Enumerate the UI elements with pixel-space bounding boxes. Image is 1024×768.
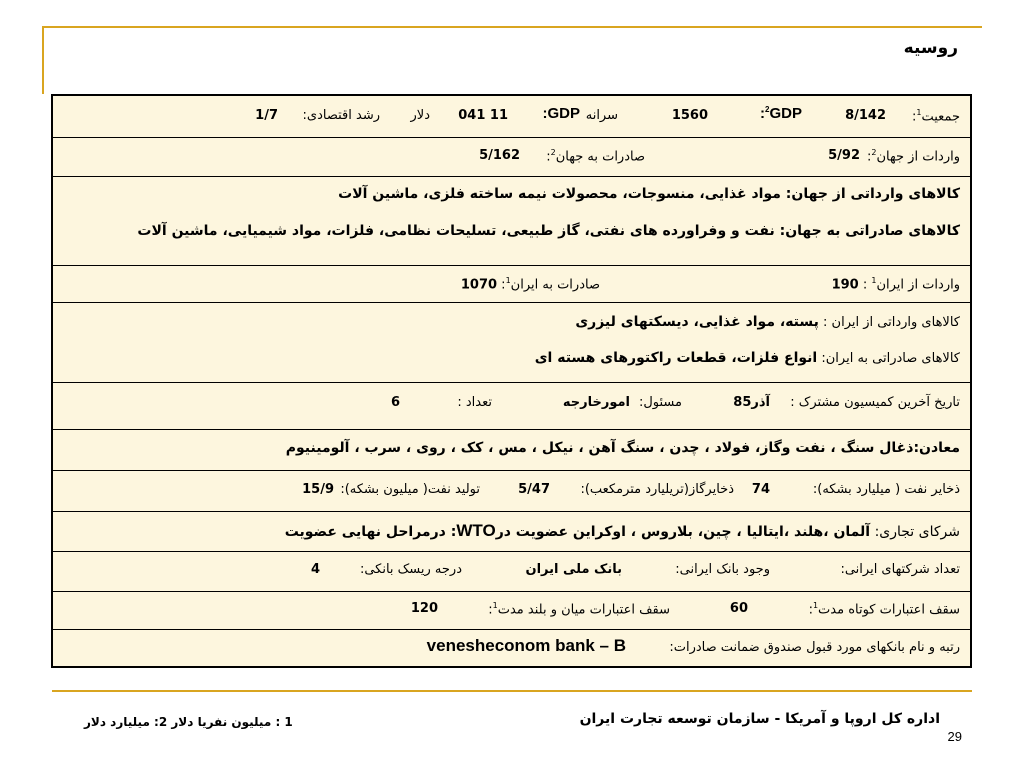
imports-iran-label: واردات از ایران$^1$ : 190 [831, 276, 960, 293]
gdp-per-capita-value: 11 041 [458, 108, 508, 123]
row-energy [53, 470, 970, 512]
responsible-label: مسئول: [638, 395, 682, 410]
count-label: تعداد : [457, 395, 492, 410]
mines: معادن:ذغال سنگ ، نفت وگاز، فولاد ، چدن ، سنگ آهن ، نیکل ، مس ، کک ، روی ، سرب ، آلومینیوم [285, 440, 960, 456]
commission-value: آذر85 [733, 395, 770, 410]
bank-label: وجود بانک ایرانی: [675, 562, 770, 577]
gdp-per-capita-label: سرانه [585, 108, 618, 123]
growth-value: 1/7 [255, 108, 278, 123]
population-label: جمعیت$^1$: [912, 108, 960, 125]
responsible-value: امورخارجه [562, 395, 630, 410]
title-frame-top [42, 26, 982, 28]
row-iranian-companies [53, 551, 970, 592]
iran-import-goods: کالاهای وارداتی از ایران : پسته، مواد غذایی، دیسکتهای لیزری [575, 314, 960, 330]
bank-value: بانک ملی ایران [525, 562, 622, 577]
oil-production-value: 15/9 [302, 482, 334, 497]
count-value: 6 [390, 395, 400, 410]
row-iran-goods [53, 302, 970, 383]
footer-line [52, 690, 972, 692]
gdp-per-capita-unit: دلار [410, 108, 430, 123]
oil-production-label: تولید نفت( میلیون بشکه): [340, 482, 480, 497]
population-value: 8/142 [845, 108, 886, 123]
oil-reserves-value: 74 [751, 482, 770, 497]
partners: شرکای تجاری: آلمان ،هلند ،ایتالیا ، چین، بلاروس ، اوکراین عضویت درWTO: درمراحل نهایی عضویت [284, 521, 960, 540]
footer-org: اداره کل اروپا و آمریکا - سازمان توسعه تجارت ایران [579, 711, 940, 727]
companies-label: تعداد شرکتهای ایرانی: [840, 562, 960, 577]
long-credit-label: سقف اعتبارات میان و بلند مدت$^1$: [488, 601, 670, 618]
gdp-per-capita-latin: GDP: [542, 105, 580, 122]
short-credit-value: 60 [729, 601, 748, 616]
title-frame-left [42, 26, 44, 94]
exports-iran-label: صادرات به ایران$^1$: 1070 [460, 276, 600, 293]
exports-world-value: 5/162 [479, 148, 520, 163]
imports-world-value: 5/92 [828, 148, 860, 163]
imports-world-label: واردات از جهان$^2$: [867, 148, 960, 165]
row-partners [53, 511, 970, 552]
gdp-value: 1560 [671, 108, 708, 123]
row-world-trade [53, 137, 970, 177]
oil-reserves-label: ذخایر نفت ( میلیارد بشکه): [812, 482, 960, 497]
risk-value: 4 [310, 562, 320, 577]
row-credit [53, 591, 970, 630]
footer-units-note: 1 : میلیون نفریا دلار 2: میلیارد دلار [84, 715, 293, 729]
short-credit-label: سقف اعتبارات کوتاه مدت$^1$: [808, 601, 960, 618]
world-import-goods: کالاهای وارداتی از جهان: مواد غذایی، منسوجات، محصولات نیمه ساخته فلزی، ماشین آلات [338, 186, 960, 202]
row-world-goods [53, 176, 970, 266]
long-credit-value: 120 [410, 601, 438, 616]
gas-reserves-value: 5/47 [518, 482, 550, 497]
world-export-goods: کالاهای صادراتی به جهان: نفت و وفراورده های نفتی، گاز طبیعی، تسلیحات نظامی، فلزات، مواد شیمیایی، ماشین آلات [137, 223, 960, 239]
row-mines [53, 429, 970, 471]
page-number: 29 [947, 729, 962, 744]
country-info-table [51, 94, 972, 668]
growth-label: رشد اقتصادی: [302, 108, 380, 123]
row-iran-trade [53, 265, 970, 303]
iran-export-goods: کالاهای صادراتی به ایران: انواع فلزات، قطعات راکتورهای هسته ای [534, 350, 960, 366]
risk-label: درجه ریسک بانکی: [359, 562, 462, 577]
gas-reserves-label: ذخایرگاز(تریلیارد مترمکعب): [580, 482, 734, 497]
banks-value: veneshecоnom bank – B [426, 636, 626, 655]
banks-label: رتبه و نام بانکهای مورد قبول صندوق ضمانت صادرات: [669, 640, 960, 655]
row-banks [53, 629, 970, 666]
row-commission [53, 382, 970, 430]
exports-world-label: صادرات به جهان$^2$: [546, 148, 645, 165]
gdp-label: $^2$GDP: [760, 105, 802, 122]
commission-label: تاریخ آخرین کمیسیون مشترک : [790, 395, 960, 410]
slide-title: روسیه [903, 38, 958, 58]
row-population-gdp [53, 96, 970, 138]
